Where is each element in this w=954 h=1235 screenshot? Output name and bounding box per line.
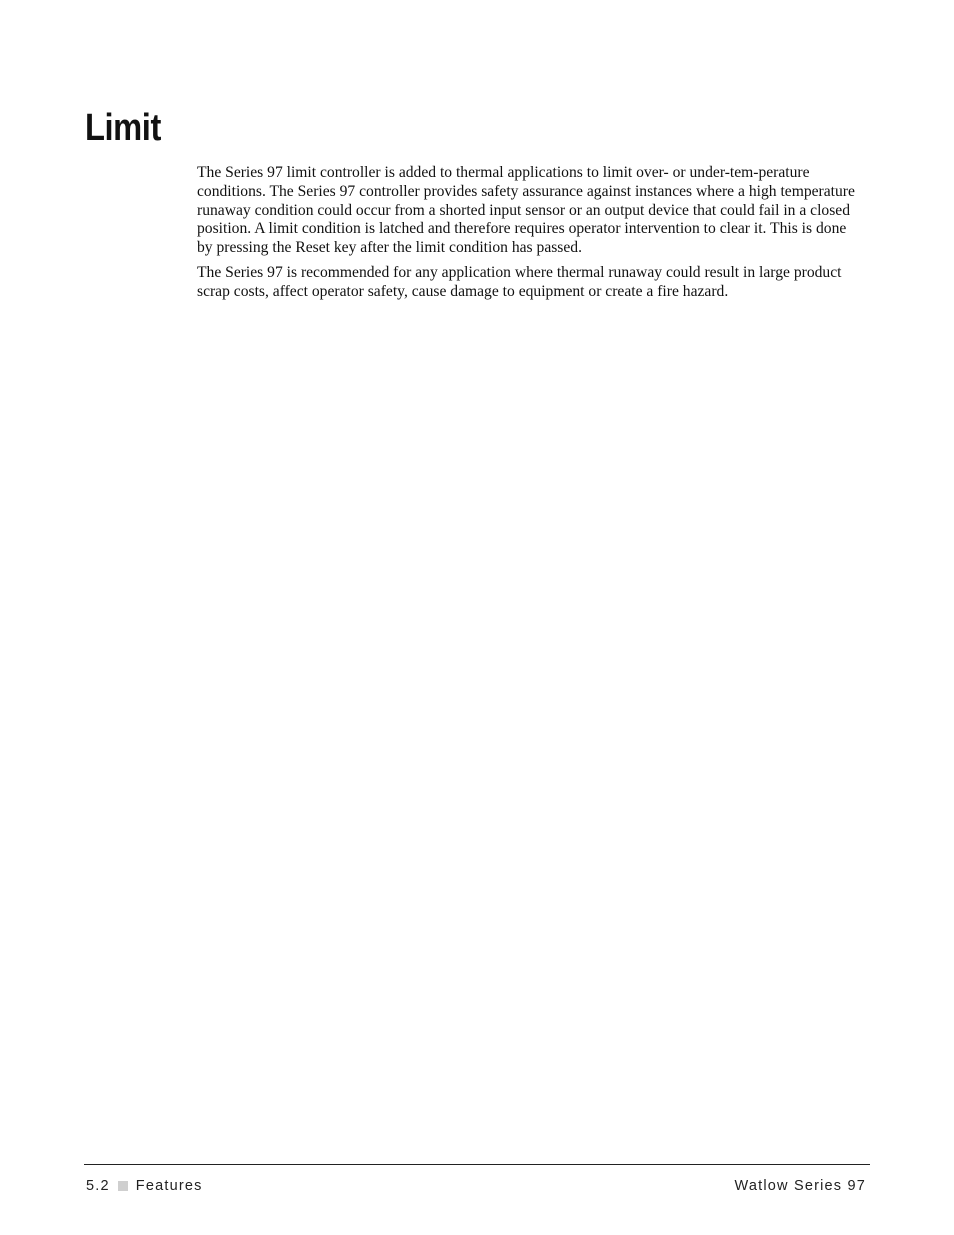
footer-page-number: 5.2 bbox=[86, 1178, 110, 1194]
footer-section: Features bbox=[135, 1178, 203, 1194]
page-footer bbox=[86, 1178, 866, 1198]
square-bullet-icon bbox=[118, 1181, 128, 1191]
footer-manual-name: Watlow Series 97 bbox=[734, 1178, 866, 1194]
paragraph-recommendation: The Series 97 is recommended for any application where thermal runaway could result in large product scrap costs, affect operator safety, cause damage to equipment or create a fire hazard. bbox=[197, 264, 842, 301]
body-text bbox=[197, 164, 865, 309]
paragraph-intro: The Series 97 limit controller is added to thermal applications to limit over- or under-tem-perature conditions. The Series 97 controller provides safety assurance against instances where a high temperature runaway condition could occur from a shorted input sensor or an output device that could fail in a closed position. A limit condition is latched and therefore requires operator intervention to clear it. This is done by pressing the Reset key after the limit condition has passed. bbox=[197, 164, 855, 257]
footer-divider bbox=[84, 1164, 870, 1165]
page-title: Limit bbox=[85, 107, 161, 149]
footer-left bbox=[86, 1178, 203, 1194]
